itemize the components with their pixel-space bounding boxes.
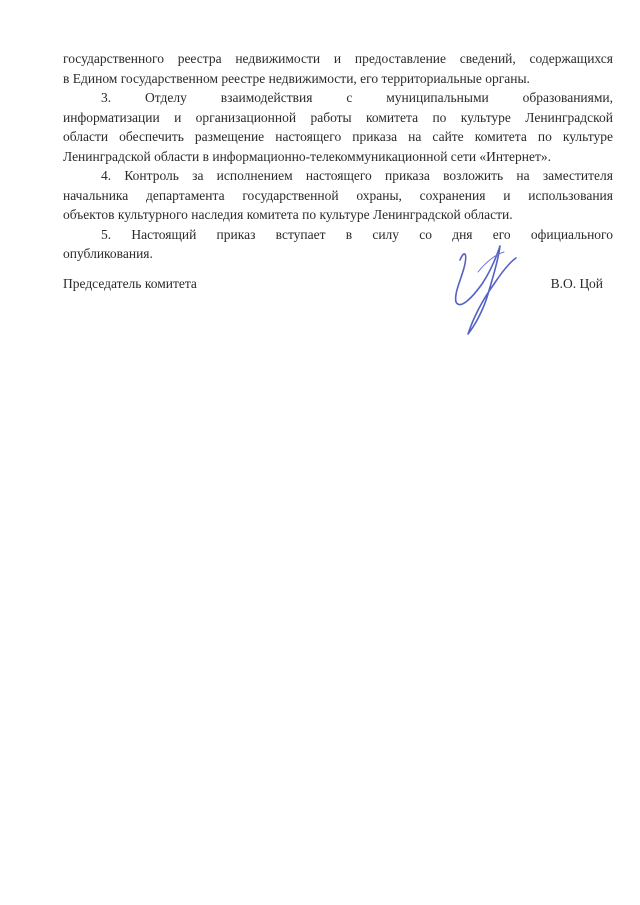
handwritten-signature-icon — [438, 232, 528, 342]
paragraph-line: в Едином государственном реестре недвижимости, его территориальные органы. — [63, 70, 530, 86]
signatory-name: В.О. Цой — [550, 276, 603, 291]
document-body — [63, 49, 613, 264]
signatory-title: Председатель комитета — [63, 276, 197, 291]
paragraph-line: 5. Настоящий приказ вступает в силу со дня его официального — [101, 226, 613, 242]
paragraph-line: объектов культурного наследия комитета по культуре Ленинградской области. — [63, 207, 513, 222]
paragraph-line: области обеспечить размещение настоящего приказа на сайте комитета по культуре — [63, 129, 613, 144]
paragraph-line: начальника департамента государственной охраны, сохранения и использования — [63, 187, 613, 203]
paragraph-line: государственного реестра недвижимости и предоставление сведений, содержащихся — [63, 51, 613, 66]
paragraph-line: опубликования. — [63, 246, 153, 261]
paragraph-line: информатизации и организационной работы комитета по культуре Ленинградской — [63, 109, 613, 125]
paragraph-line: 3. Отделу взаимодействия с муниципальными образованиями, — [101, 90, 613, 105]
paragraph-line: 4. Контроль за исполнением настоящего приказа возложить на заместителя — [101, 168, 613, 183]
paragraph-line: Ленинградской области в информационно-телекоммуникационной сети «Интернет». — [63, 148, 552, 164]
